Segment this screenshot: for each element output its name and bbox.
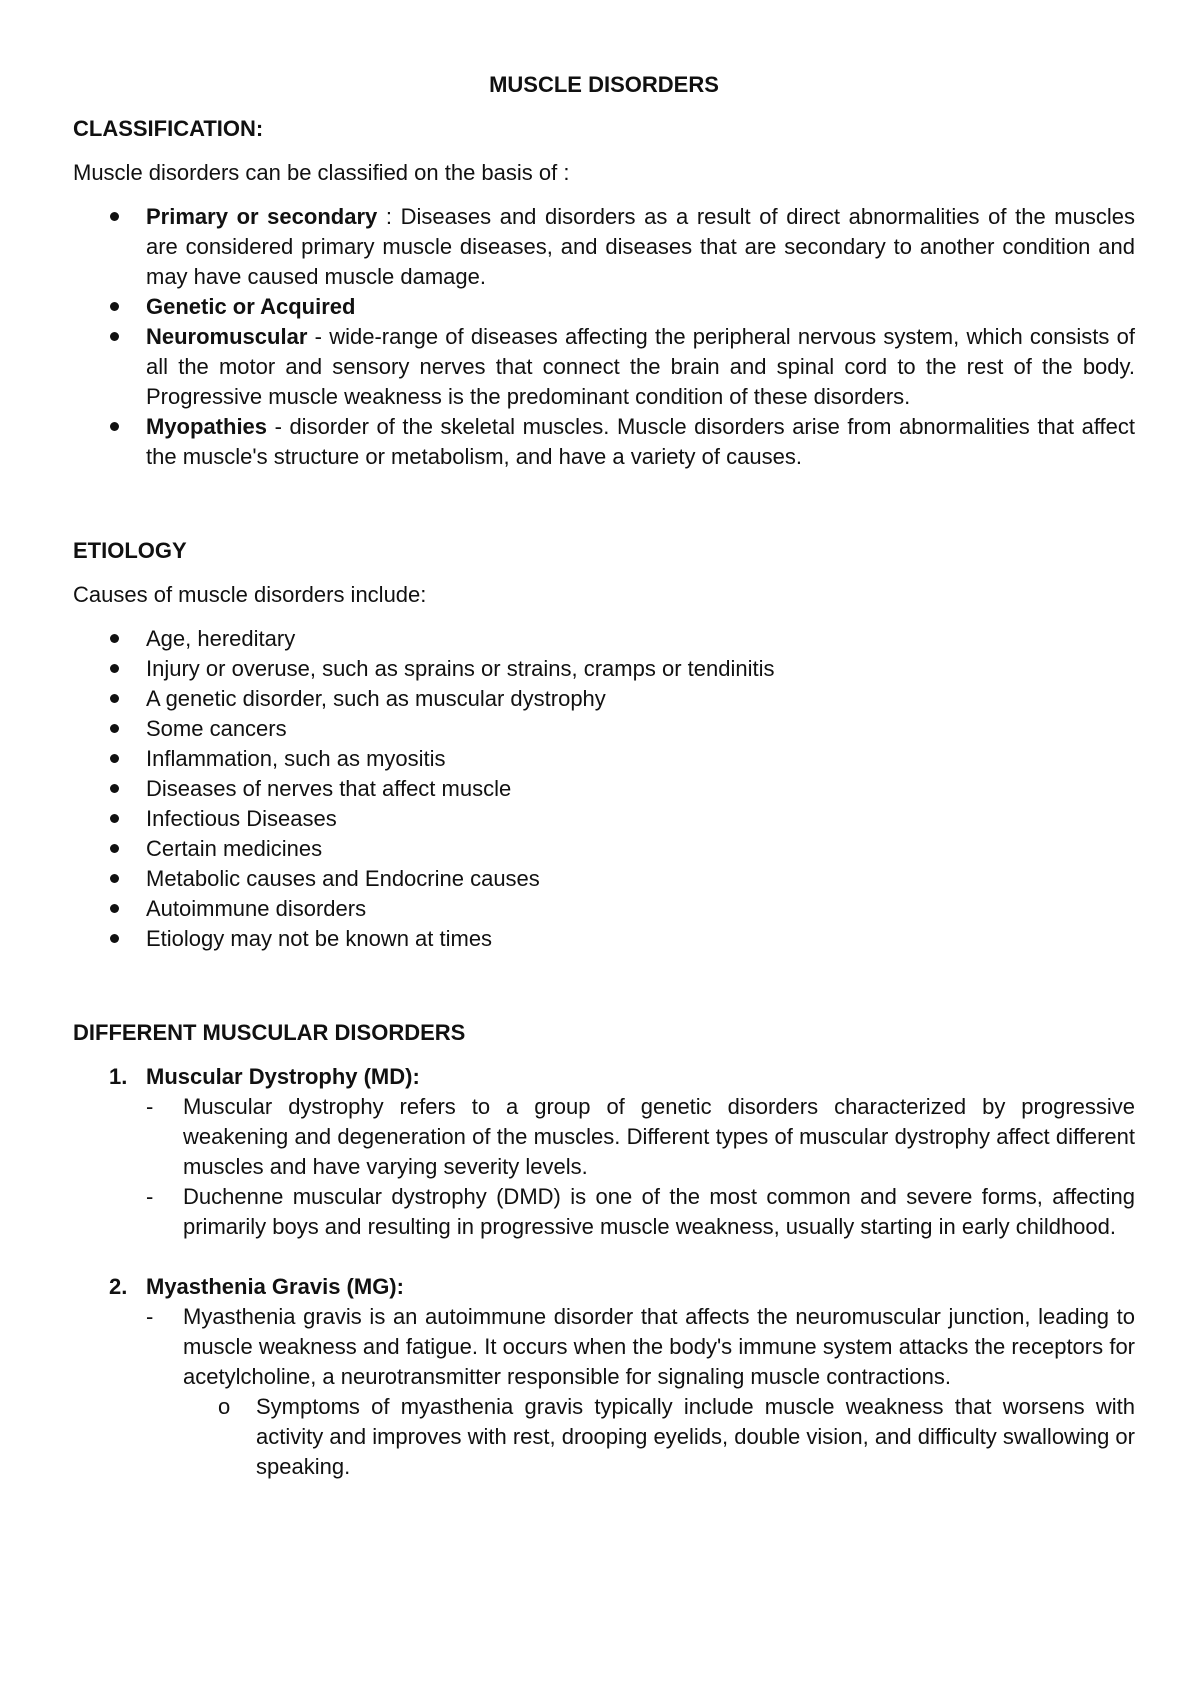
disorder-item xyxy=(73,1272,1135,1482)
classification-heading: CLASSIFICATION: xyxy=(73,116,264,141)
etiology-section xyxy=(73,536,1135,954)
list-item xyxy=(73,624,1135,654)
item-text: Injury or overuse, such as sprains or strains, cramps or tendinitis xyxy=(146,656,775,681)
item-term: Genetic or Acquired xyxy=(146,294,356,319)
list-item xyxy=(73,412,1135,472)
item-term: Myopathies xyxy=(146,414,268,439)
bullet-icon xyxy=(110,422,119,431)
subpoint-text: Symptoms of myasthenia gravis typically include muscle weakness that worsens with activity and improves with rest, drooping eyelids, double vision, and difficulty swallowing or speaking. xyxy=(256,1394,1135,1479)
item-text: Inflammation, such as myositis xyxy=(146,746,446,771)
point-text: Muscular dystrophy refers to a group of genetic disorders characterized by progressive weakening and degeneration of the muscles. Different types of muscular dystrophy affect different muscles and have varying severity levels. xyxy=(183,1094,1135,1179)
list-item xyxy=(146,1392,1135,1482)
bullet-icon xyxy=(110,874,119,883)
point-text: Myasthenia gravis is an autoimmune disorder that affects the neuromuscular junction, leading to muscle weakness and fatigue. It occurs when the body's immune system attacks the receptors for acetylcholine, a neurotransmitter responsible for signaling muscle contractions. xyxy=(183,1304,1135,1389)
disorder-item xyxy=(73,1062,1135,1242)
item-text: Infectious Diseases xyxy=(146,806,337,831)
list-item xyxy=(73,894,1135,924)
classification-section xyxy=(73,114,1135,472)
item-text: Metabolic causes and Endocrine causes xyxy=(146,866,540,891)
item-text: - wide-range of diseases affecting the peripheral nervous system, which consists of all the motor and sensory nerves that connect the brain and spinal cord to the rest of the body. Progressive muscle weakness is the predominant condition of these disorders. xyxy=(146,324,1135,409)
disorder-number: 2. xyxy=(109,1274,128,1299)
list-item xyxy=(73,654,1135,684)
item-text: Etiology may not be known at times xyxy=(146,926,493,951)
item-text: - disorder of the skeletal muscles. Muscle disorders arise from abnormalities that affect the muscle's structure or metabolism, and have a variety of causes. xyxy=(146,414,1135,469)
disorder-points xyxy=(146,1092,1135,1242)
item-text: Some cancers xyxy=(146,716,287,741)
list-item xyxy=(73,322,1135,412)
bullet-icon xyxy=(110,634,119,643)
disorders-list xyxy=(73,1062,1135,1482)
bullet-icon xyxy=(110,694,119,703)
dash-marker: - xyxy=(146,1184,154,1209)
classification-intro: Muscle disorders can be classified on the basis of : xyxy=(73,160,570,185)
disorder-number: 1. xyxy=(109,1064,128,1089)
etiology-intro: Causes of muscle disorders include: xyxy=(73,582,427,607)
item-text: A genetic disorder, such as muscular dystrophy xyxy=(146,686,606,711)
item-term: Primary or secondary xyxy=(146,204,378,229)
bullet-icon xyxy=(110,934,119,943)
list-item xyxy=(73,774,1135,804)
circle-bullet-icon: o xyxy=(218,1394,231,1419)
disorder-name: Myasthenia Gravis (MG): xyxy=(146,1274,404,1299)
etiology-heading: ETIOLOGY xyxy=(73,538,187,563)
list-item xyxy=(73,744,1135,774)
disorder-points xyxy=(146,1302,1135,1392)
bullet-icon xyxy=(110,212,119,221)
bullet-icon xyxy=(110,332,119,341)
list-item xyxy=(73,834,1135,864)
disorder-name: Muscular Dystrophy (MD): xyxy=(146,1064,420,1089)
disorders-section xyxy=(73,1018,1135,1482)
dash-marker: - xyxy=(146,1094,154,1119)
list-item xyxy=(146,1182,1135,1242)
list-item xyxy=(73,864,1135,894)
bullet-icon xyxy=(110,844,119,853)
item-text: Age, hereditary xyxy=(146,626,296,651)
list-item xyxy=(73,804,1135,834)
list-item xyxy=(73,202,1135,292)
list-item xyxy=(146,1302,1135,1392)
list-item xyxy=(146,1092,1135,1182)
list-item xyxy=(73,684,1135,714)
bullet-icon xyxy=(110,664,119,673)
classification-list xyxy=(73,202,1135,472)
bullet-icon xyxy=(110,724,119,733)
item-text: Certain medicines xyxy=(146,836,323,861)
item-term: Neuromuscular xyxy=(146,324,308,349)
list-item xyxy=(73,292,1135,322)
disorders-heading: DIFFERENT MUSCULAR DISORDERS xyxy=(73,1020,466,1045)
dash-marker: - xyxy=(146,1304,154,1329)
item-text: Diseases of nerves that affect muscle xyxy=(146,776,512,801)
bullet-icon xyxy=(110,814,119,823)
bullet-icon xyxy=(110,904,119,913)
disorder-subpoints xyxy=(146,1392,1135,1482)
bullet-icon xyxy=(110,754,119,763)
item-text: : Diseases and disorders as a result of direct abnormalities of the muscles are considered primary muscle diseases, and diseases that are secondary to another condition and may have caused muscle damage. xyxy=(146,204,1135,289)
item-text: Autoimmune disorders xyxy=(146,896,367,921)
list-item xyxy=(73,924,1135,954)
etiology-list xyxy=(73,624,1135,954)
page-title: MUSCLE DISORDERS xyxy=(489,72,719,97)
bullet-icon xyxy=(110,302,119,311)
list-item xyxy=(73,714,1135,744)
bullet-icon xyxy=(110,784,119,793)
point-text: Duchenne muscular dystrophy (DMD) is one of the most common and severe forms, affecting primarily boys and resulting in progressive muscle weakness, usually starting in early childhood. xyxy=(183,1184,1135,1239)
